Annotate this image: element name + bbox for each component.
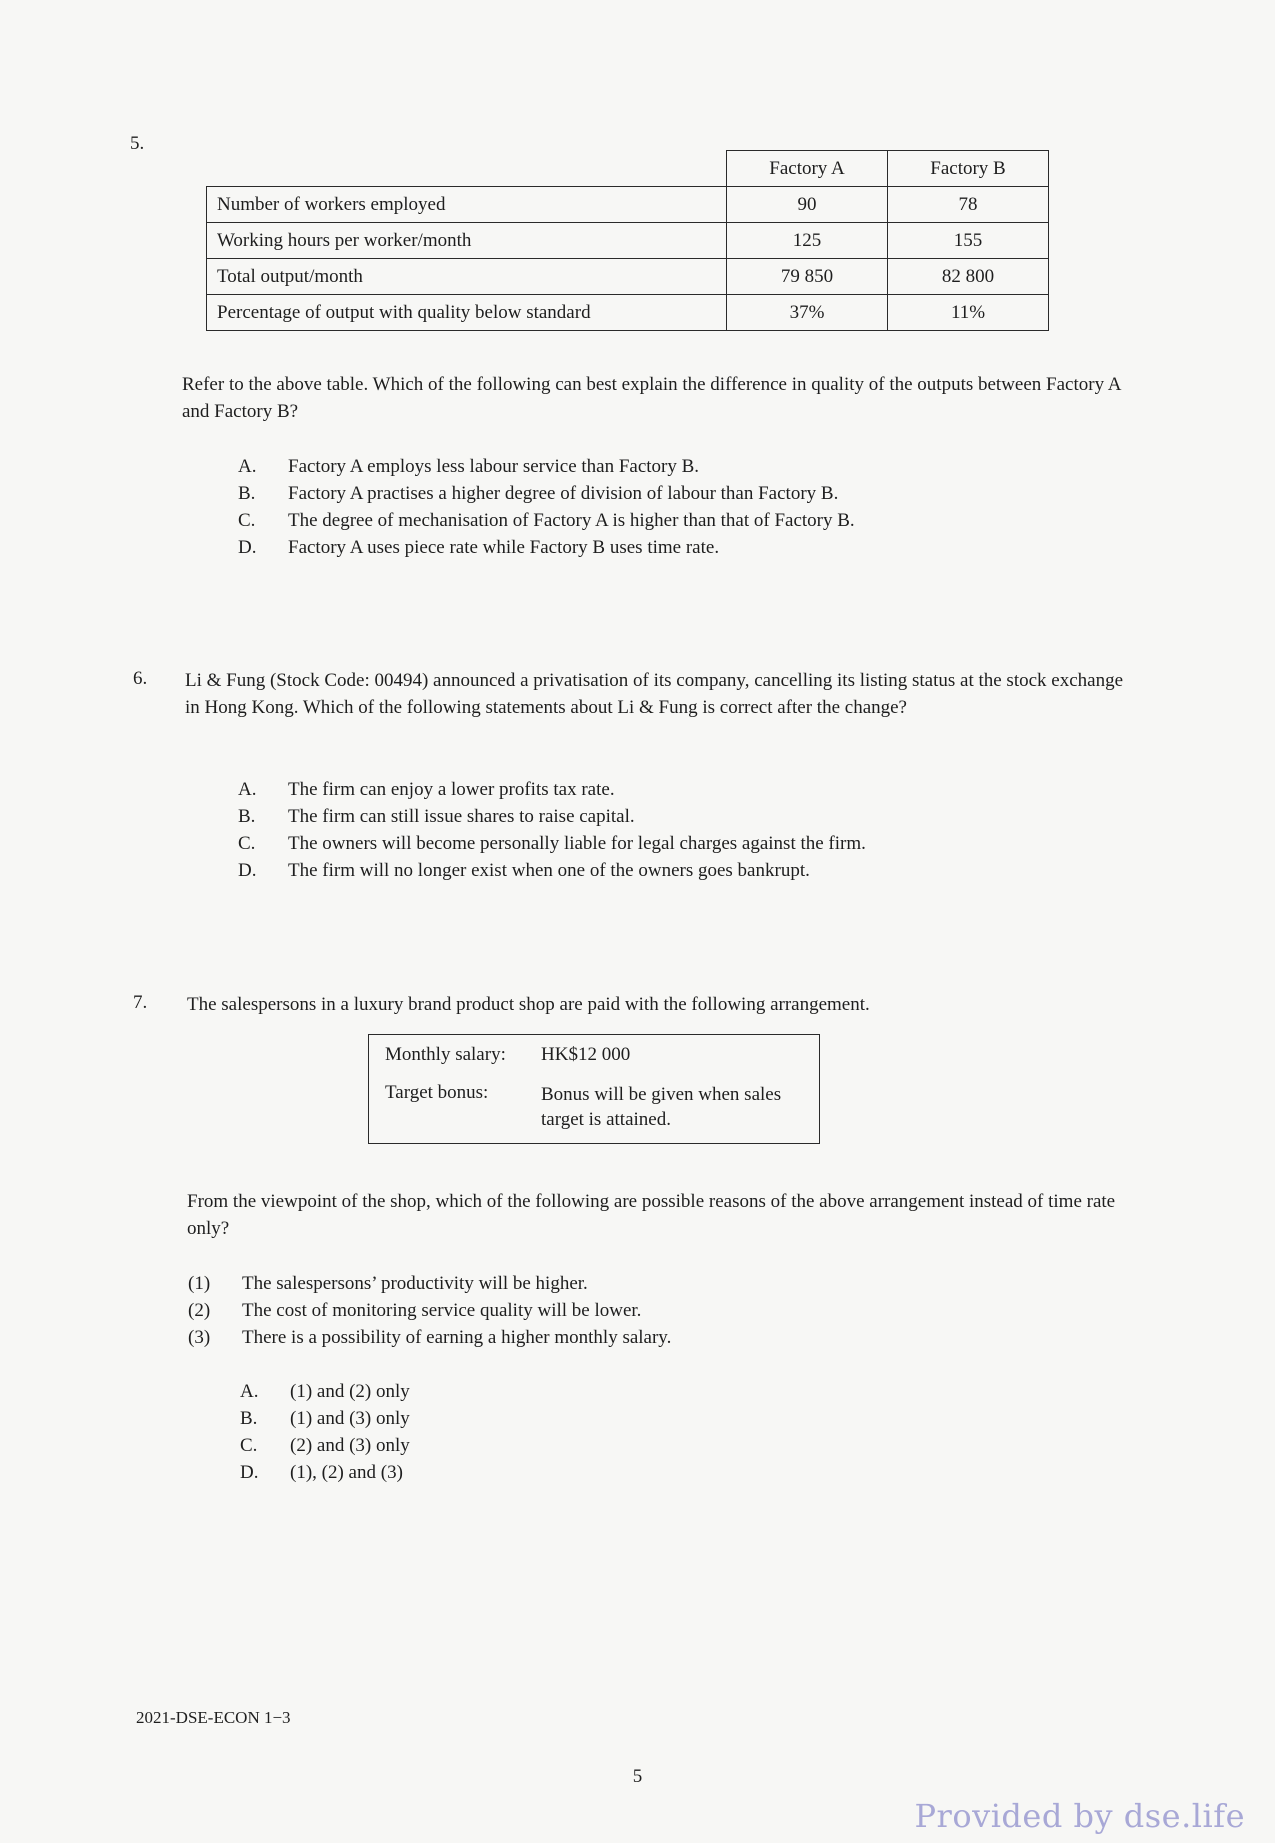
question-7-option-b[interactable]	[240, 1405, 410, 1432]
table-row	[207, 259, 1049, 295]
table-cell-factory-a: 90	[727, 187, 888, 223]
option-letter: B.	[238, 806, 256, 827]
option-letter: D.	[238, 860, 257, 881]
option-letter: A.	[238, 456, 257, 477]
table-cell-factory-a: 125	[727, 223, 888, 259]
statement-number: (2)	[188, 1300, 211, 1321]
table-row	[207, 187, 1049, 223]
salary-arrangement-box	[368, 1034, 820, 1144]
question-7-statement-2	[188, 1297, 641, 1324]
option-letter: A.	[240, 1381, 259, 1402]
option-letter: D.	[240, 1462, 259, 1483]
option-letter: D.	[238, 537, 257, 558]
question-7-option-a[interactable]	[240, 1378, 410, 1405]
question-7-option-c[interactable]	[240, 1432, 410, 1459]
statement-text: The salespersons’ productivity will be higher.	[242, 1273, 588, 1294]
option-text: The firm can enjoy a lower profits tax rate.	[288, 779, 615, 800]
option-text: The degree of mechanisation of Factory A is higher than that of Factory B.	[288, 510, 855, 531]
option-text: Factory A practises a higher degree of division of labour than Factory B.	[288, 483, 839, 504]
option-text: (1) and (2) only	[290, 1381, 410, 1402]
option-letter: B.	[240, 1408, 258, 1429]
question-7-statement-3	[188, 1324, 671, 1351]
bonus-row	[385, 1082, 801, 1132]
table-cell-factory-a: 37%	[727, 295, 888, 331]
table-row-label: Percentage of output with quality below standard	[207, 295, 727, 331]
table-cell-factory-b: 82 800	[888, 259, 1049, 295]
bonus-value: Bonus will be given when sales target is attained.	[541, 1084, 782, 1130]
question-7-stem: From the viewpoint of the shop, which of the following are possible reasons of the above arrangement instead of time rate only?	[187, 1191, 1116, 1239]
option-letter: B.	[238, 483, 256, 504]
question-6-option-c[interactable]	[238, 830, 866, 857]
factory-comparison-table	[206, 150, 1049, 331]
table-row	[207, 223, 1049, 259]
question-7-option-d[interactable]	[240, 1459, 403, 1486]
question-5-option-c[interactable]	[238, 507, 855, 534]
table-row-label: Total output/month	[207, 259, 727, 295]
option-text: The owners will become personally liable for legal charges against the firm.	[288, 833, 866, 854]
option-text: The firm can still issue shares to raise capital.	[288, 806, 635, 827]
statement-number: (1)	[188, 1273, 211, 1294]
table-row	[207, 295, 1049, 331]
question-6-option-d[interactable]	[238, 857, 810, 884]
question-5-option-a[interactable]	[238, 453, 699, 480]
question-5-number: 5.	[130, 133, 145, 154]
option-text: Factory A employs less labour service than Factory B.	[288, 456, 700, 477]
table-header-factory-b: Factory B	[888, 151, 1049, 187]
question-7-intro: The salespersons in a luxury brand product shop are paid with the following arrangement.	[187, 994, 870, 1015]
question-5-option-d[interactable]	[238, 534, 719, 561]
paper-code: 2021-DSE-ECON 1−3	[136, 1708, 291, 1727]
table-cell-factory-b: 11%	[888, 295, 1049, 331]
page-number: 5	[632, 1766, 643, 1787]
option-letter: C.	[240, 1435, 258, 1456]
table-corner-blank	[207, 151, 727, 187]
option-letter: C.	[238, 833, 256, 854]
option-text: (1), (2) and (3)	[290, 1462, 403, 1483]
option-text: Factory A uses piece rate while Factory B uses time rate.	[288, 537, 720, 558]
table-header-factory-a: Factory A	[727, 151, 888, 187]
question-7-statement-1	[188, 1270, 588, 1297]
table-cell-factory-b: 78	[888, 187, 1049, 223]
table-header-row	[207, 151, 1049, 187]
bonus-label: Target bonus:	[385, 1082, 489, 1103]
watermark-link[interactable]: Provided by dse.life	[914, 1797, 1245, 1835]
table-cell-factory-b: 155	[888, 223, 1049, 259]
salary-label: Monthly salary:	[385, 1044, 506, 1065]
statement-text: There is a possibility of earning a higher monthly salary.	[242, 1327, 672, 1348]
question-7-number: 7.	[133, 992, 148, 1013]
question-5-stem: Refer to the above table. Which of the following can best explain the difference in quality of the outputs between Factory A and Factory B?	[182, 374, 1121, 422]
statement-number: (3)	[188, 1327, 211, 1348]
table-cell-factory-a: 79 850	[727, 259, 888, 295]
option-text: (2) and (3) only	[290, 1435, 410, 1456]
table-row-label: Number of workers employed	[207, 187, 727, 223]
table-row-label: Working hours per worker/month	[207, 223, 727, 259]
salary-value: HK$12 000	[541, 1044, 631, 1065]
question-6-number: 6.	[133, 668, 148, 689]
question-6-stem: Li & Fung (Stock Code: 00494) announced a privatisation of its company, cancelling its listing status at the stock exchange in Hong Kong. Which of the following statements about Li & Fung is correct after the change?	[185, 670, 1124, 718]
option-letter: C.	[238, 510, 256, 531]
statement-text: The cost of monitoring service quality will be lower.	[242, 1300, 642, 1321]
question-6-option-b[interactable]	[238, 803, 635, 830]
option-letter: A.	[238, 779, 257, 800]
option-text: (1) and (3) only	[290, 1408, 410, 1429]
option-text: The firm will no longer exist when one of the owners goes bankrupt.	[288, 860, 810, 881]
question-5-option-b[interactable]	[238, 480, 838, 507]
question-6-option-a[interactable]	[238, 776, 615, 803]
salary-row	[385, 1044, 630, 1066]
